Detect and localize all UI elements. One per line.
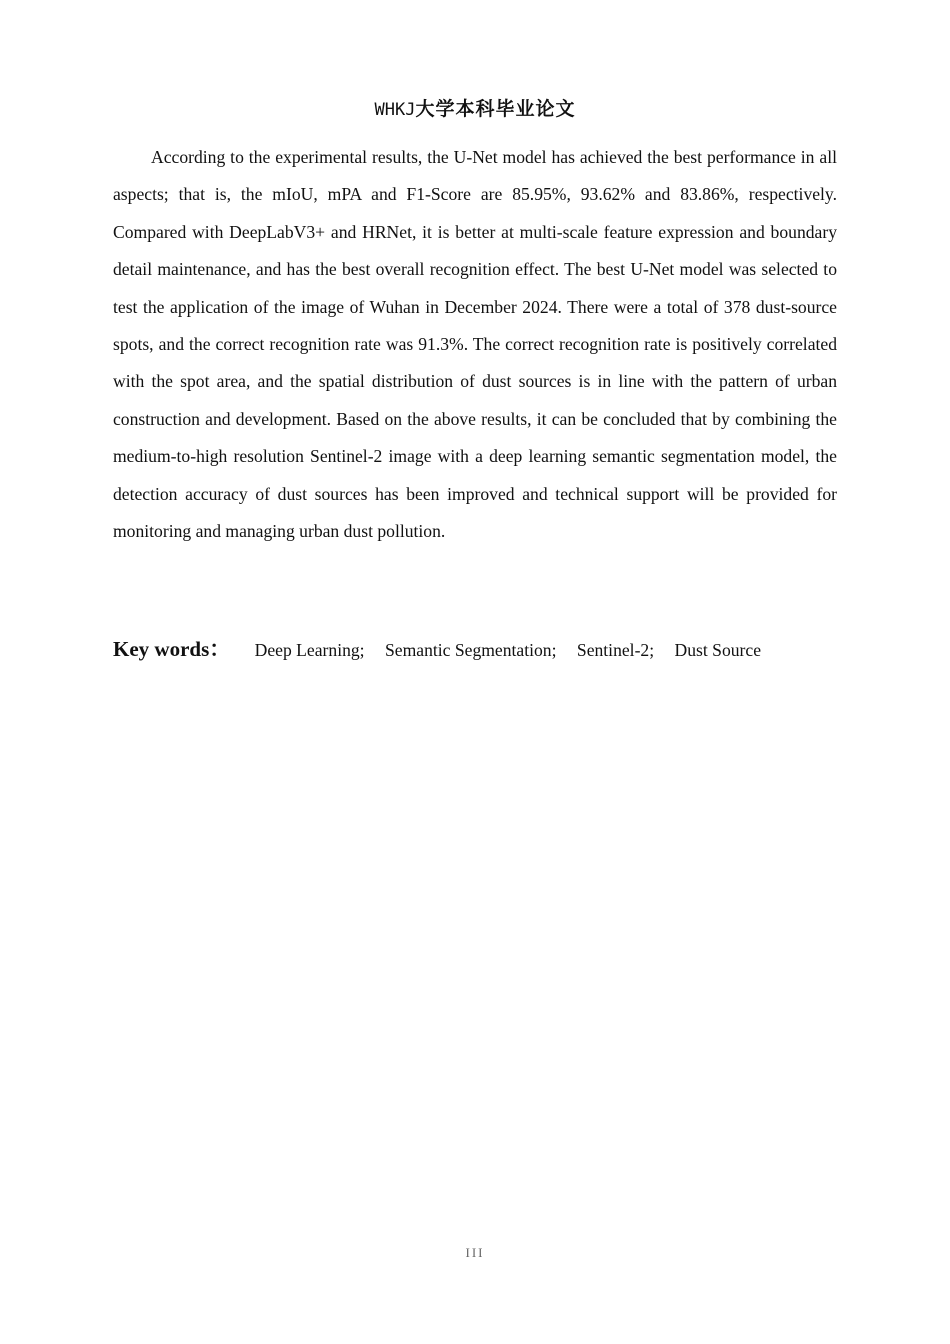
keyword-item: Deep Learning; — [254, 640, 365, 660]
keywords-line — [113, 632, 837, 667]
page-number: III — [465, 1245, 485, 1260]
keyword-item: Dust Source — [674, 640, 762, 660]
header-thesis-title: 大学本科毕业论文 — [415, 98, 576, 120]
header-university-code: WHKJ — [374, 100, 416, 120]
page-header — [0, 96, 950, 123]
keywords-label: Key words： — [113, 637, 231, 661]
keyword-item: Semantic Segmentation; — [384, 640, 557, 660]
keyword-item: Sentinel-2; — [576, 640, 655, 660]
abstract-paragraph: According to the experimental results, the U-Net model has achieved the best performance in all aspects; that is, the mIoU, mPA and F1-Score are 85.95%, 93.62% and 83.86%, respectively. Compared with DeepLabV3+ and HRNet, it is better at multi-scale feature expression and boundary detail maintenance, and has the best overall recognition effect. The best U-Net model was selected to test the application of the image of Wuhan in December 2024. There were a total of 378 dust-source spots, and the correct recognition rate was 91.3%. The correct recognition rate is positively correlated with the spot area, and the spatial distribution of dust sources is in line with the pattern of urban construction and development. Based on the above results, it can be concluded that by combining the medium-to-high resolution Sentinel-2 image with a deep learning semantic segmentation model, the detection accuracy of dust sources has been improved and technical support will be provided for monitoring and managing urban dust pollution. — [113, 147, 837, 542]
